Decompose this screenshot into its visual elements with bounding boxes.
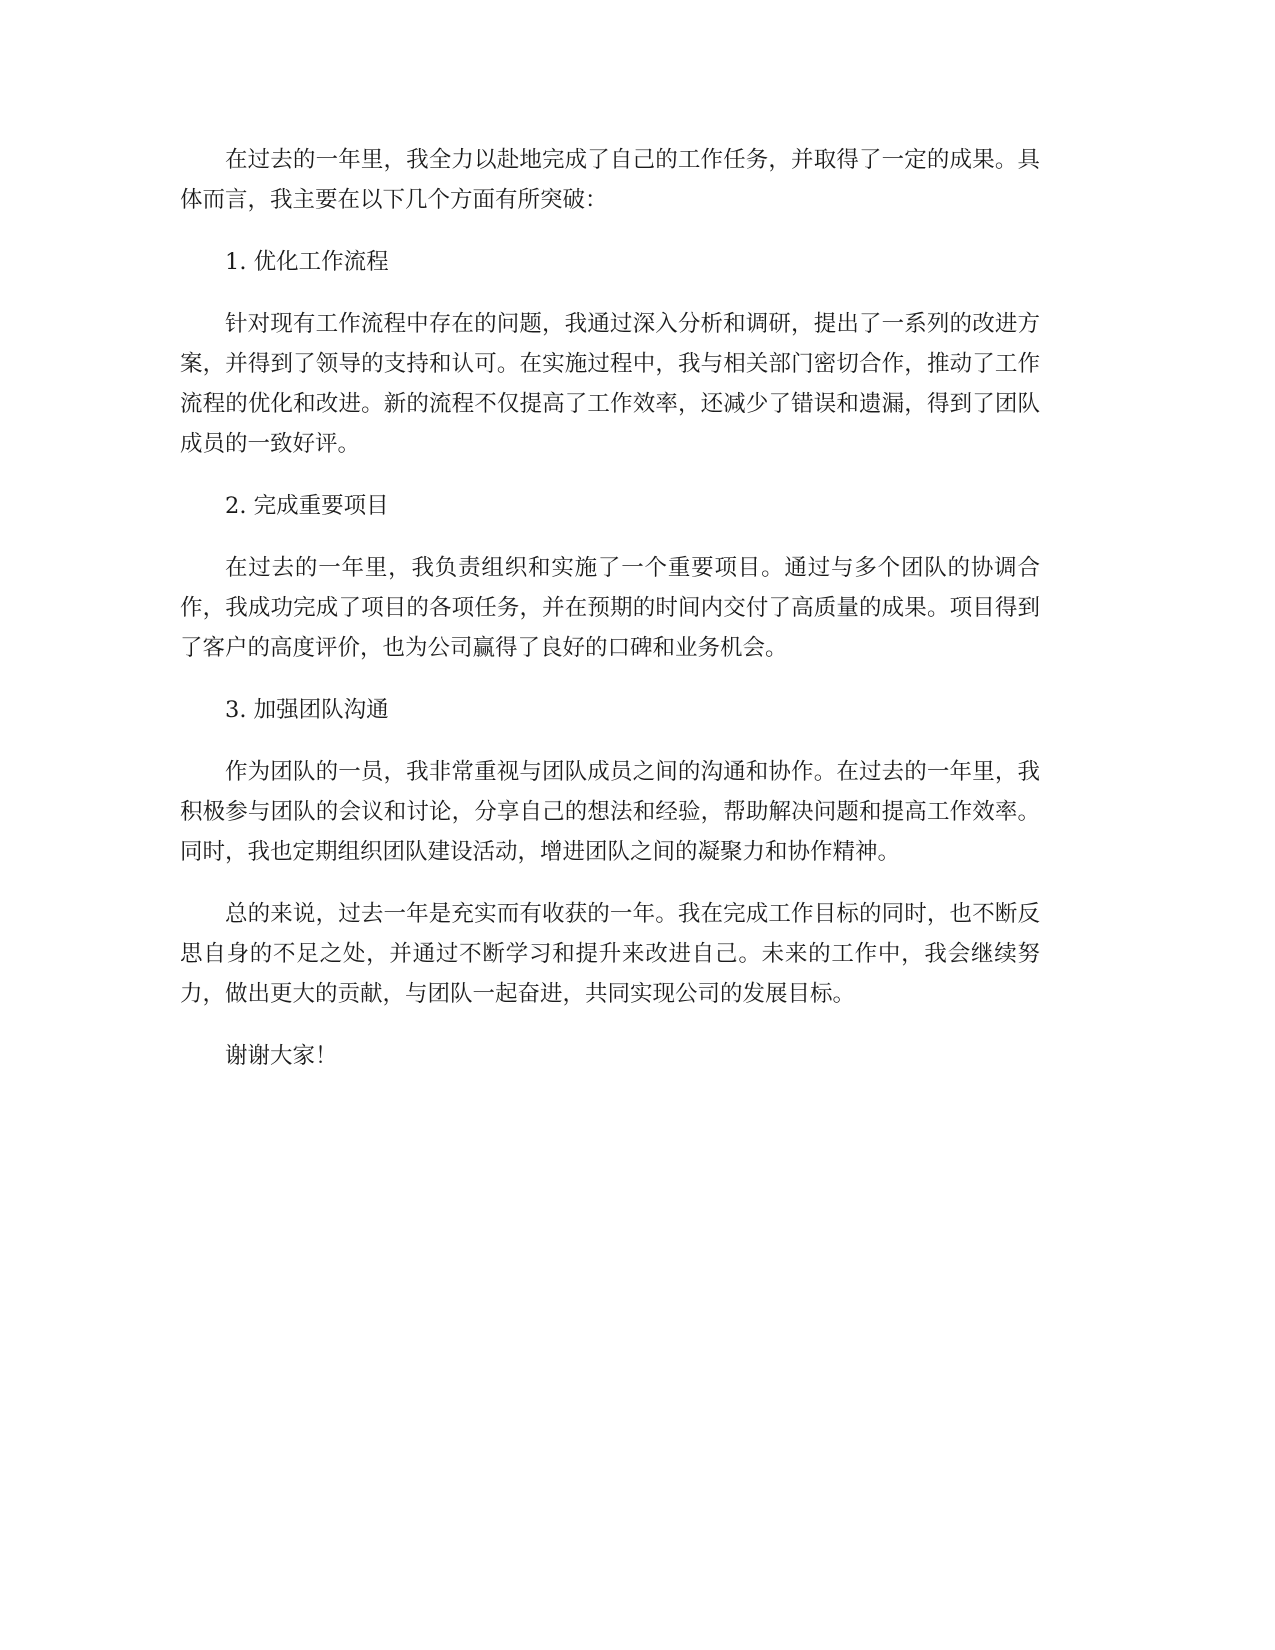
section-paragraph-optimize-workflow: 针对现有工作流程中存在的问题，我通过深入分析和调研，提出了一系列的改进方案，并得到了领导的支持和认可。在实施过程中，我与相关部门密切合作，推动了工作流程的优化和改进。新的流程不仅提高了工作效率，还减少了错误和遗漏，得到了团队成员的一致好评。	[180, 311, 1040, 457]
section-heading-optimize-workflow: 1. 优化工作流程	[225, 249, 389, 275]
section-paragraph-team-communication: 作为团队的一员，我非常重视与团队成员之间的沟通和协作。在过去的一年里，我积极参与团队的会议和讨论，分享自己的想法和经验，帮助解决问题和提高工作效率。同时，我也定期组织团队建设活动，增进团队之间的凝聚力和协作精神。	[180, 759, 1040, 865]
section-paragraph-complete-project: 在过去的一年里，我负责组织和实施了一个重要项目。通过与多个团队的协调合作，我成功完成了项目的各项任务，并在预期的时间内交付了高质量的成果。项目得到了客户的高度评价，也为公司赢得了良好的口碑和业务机会。	[180, 555, 1040, 661]
closing-paragraph: 谢谢大家！	[225, 1043, 338, 1069]
section-heading-team-communication: 3. 加强团队沟通	[225, 697, 389, 723]
intro-paragraph: 在过去的一年里，我全力以赴地完成了自己的工作任务，并取得了一定的成果。具体而言，我主要在以下几个方面有所突破：	[180, 147, 1040, 213]
document-body	[180, 140, 1040, 1098]
summary-paragraph: 总的来说，过去一年是充实而有收获的一年。我在完成工作目标的同时，也不断反思自身的不足之处，并通过不断学习和提升来改进自己。未来的工作中，我会继续努力，做出更大的贡献，与团队一起奋进，共同实现公司的发展目标。	[180, 901, 1040, 1007]
section-heading-complete-project: 2. 完成重要项目	[225, 493, 389, 519]
